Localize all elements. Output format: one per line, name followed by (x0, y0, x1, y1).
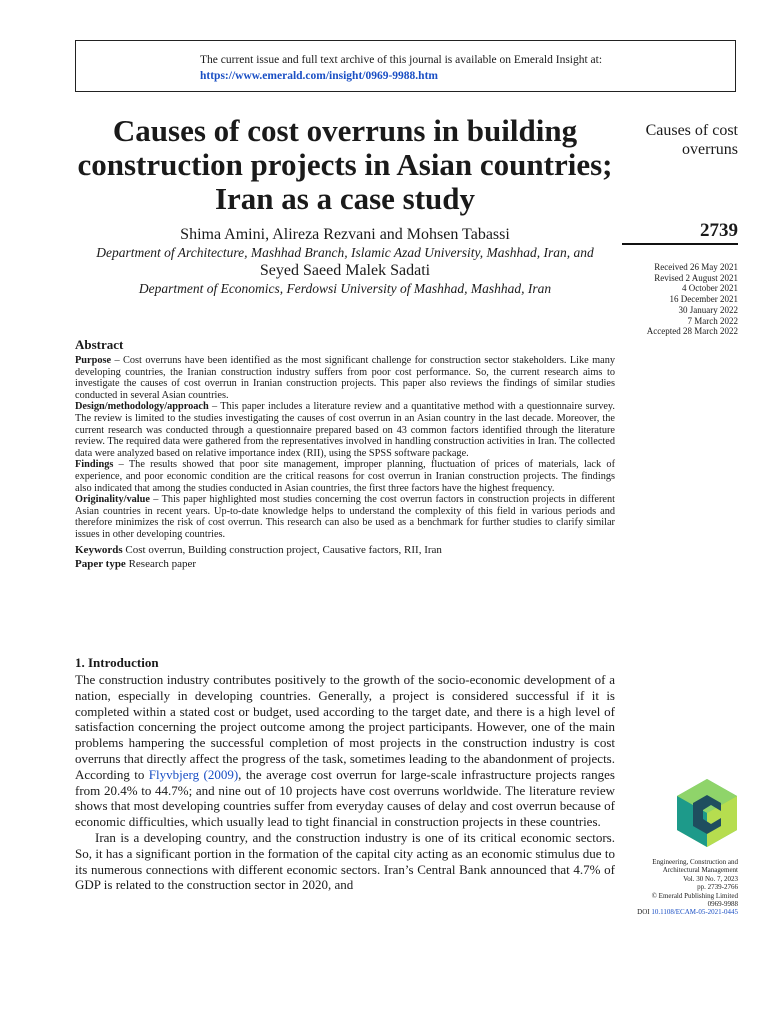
intro-p1-text: The construction industry contributes positively to the growth of the socio-economic development of a nation, especially in developing countries. Generally, a project is considered successful if it is completed within a stated cost or budget, used according to the target date, and there is a high level of satisfaction concerning the project outcome among the project participants. However, one of the main problems hampering the successful completion of most projects in the construction industry is cost overruns that directly affect the progress of the task, sometimes leading to the abandonment of projects. According to (75, 672, 615, 782)
journal-volume: Vol. 30 No. 7, 2023 (683, 874, 738, 883)
authors-group-1: Shima Amini, Alireza Rezvani and Mohsen Tabassi (180, 226, 510, 243)
date-revised: 7 March 2022 (687, 315, 738, 326)
intro-paragraph-2: Iran is a developing country, and the construction industry is one of its critical economic sectors. So, it has a significant portion in the formation of the capital city acting as an economic stimulus due to its numerous connections with different economic sectors. Iran’s Central Bank announced that 4.7% of GDP is related to the construction sector in 2020, and (75, 829, 615, 893)
abstract-heading: Abstract (75, 337, 124, 352)
running-head: Causes of cost overruns (645, 122, 738, 158)
keywords-label: Keywords (75, 543, 123, 556)
design-text: – This paper includes a literature review and a quantitative method with a questionnaire survey. The review is limited to the studies investigating the causes of cost overrun in an Asian country in the last decade. Moreover, the current research was conducted through a questionnaire prepared based on 43 common factors identified through the literature review. The required data were gathered from the representatives involved in handling construction activities in Iran. The collected data were analyzed based on relative importance index (RII), using the SPSS software package. (75, 401, 615, 459)
author-block (75, 225, 615, 297)
journal-issn: 0969-9988 (707, 900, 738, 909)
journal-name: Engineering, Construction and (652, 858, 738, 866)
date-revised: 4 October 2021 (682, 283, 738, 294)
purpose-label: Purpose (75, 355, 112, 366)
keywords (75, 543, 615, 557)
paper-type (75, 557, 615, 571)
design-label: Design/methodology/approach (75, 401, 209, 413)
findings-text: – The results showed that poor site management, improper planning, fluctuation of prices of materials, lack of experience, and poor economic condition are the critical reasons for cost overrun in Iranian construction projects. The findings also indicated that among the studies conducted in Asian countries, the first three factors have the highest frequency. (75, 459, 615, 494)
date-revised: 16 December 2021 (669, 294, 738, 305)
journal-url-link[interactable]: https://www.emerald.com/insight/0969-9988.htm (200, 70, 438, 82)
doi-label: DOI (637, 908, 652, 917)
keywords-text: Cost overrun, Building construction project, Causative factors, RII, Iran (122, 543, 442, 556)
findings-label: Findings (75, 459, 114, 471)
journal-publisher: © Emerald Publishing Limited (651, 891, 738, 900)
date-revised: Revised 2 August 2021 (654, 272, 738, 283)
journal-notice (200, 52, 602, 84)
abstract (75, 337, 615, 571)
citation-link-flyvbjerg[interactable]: Flyvbjerg (2009) (148, 766, 239, 782)
purpose-text: – Cost overruns have been identified as the most significant challenge for construction sector stakeholders. Like many developing countries, the Iranian construction industry suffers from poor cost performance. So, the current research aims to investigate the causes of cost overrun in Iranian construction projects. This paper also reviews the findings of similar studies conducted in several Asian countries. (75, 355, 615, 401)
authors-group-2: Seyed Saeed Malek Sadati (259, 262, 431, 279)
doi-line (608, 908, 738, 916)
paper-type-text: Research paper (125, 557, 197, 570)
intro-p1-text-cont: , the average cost overrun for large-scale infrastructure projects ranges from 20.4% to 44.7%; and nine out of 10 projects have cost overruns worldwide. The literature review shows that most developing countries suffer from everyday causes of delay and cost overrun because of economic difficulties, which usually lead to tight financial in construction projects in these countries. (75, 766, 615, 830)
page-number: 2739 (700, 220, 738, 241)
received-dates (598, 262, 738, 337)
date-accepted: Accepted 28 March 2022 (646, 326, 738, 337)
introduction-heading: 1. Introduction (75, 655, 159, 670)
intro-paragraph-1 (75, 672, 615, 830)
originality-text: – This paper highlighted most studies concerning the cost overrun factors in construction projects in different Asian countries in recent years. Up-to-date knowledge helps to understand the complexity of this field in various periods and therefore minimizes the risk of cost overrun. This research can also be used as a benchmark for further studies to clarify similar issues in other developing countries. (75, 494, 615, 540)
article-title: Causes of cost overruns in building construction projects in Asian countries; Iran as a case study (77, 113, 613, 216)
affiliation-1: Department of Architecture, Mashhad Branch, Islamic Azad University, Mashhad, Iran, and (96, 245, 594, 260)
journal-pages: pp. 2739-2766 (697, 883, 738, 892)
date-received: Received 26 May 2021 (654, 262, 738, 272)
originality-label: Originality/value (75, 494, 150, 506)
abstract-findings (75, 459, 615, 494)
margin-rule (622, 243, 738, 245)
doi-link[interactable]: 10.1108/ECAM-05-2021-0445 (651, 908, 738, 917)
paper-type-label: Paper type (75, 557, 126, 570)
affiliation-2: Department of Economics, Ferdowsi University of Mashhad, Mashhad, Iran (138, 281, 552, 296)
abstract-purpose (75, 355, 615, 401)
abstract-design (75, 401, 615, 459)
journal-name: Architectural Management (662, 866, 738, 875)
emerald-publishing-logo (675, 777, 739, 849)
notice-text: The current issue and full text archive of this journal is available on Emerald Insight at: (200, 54, 603, 66)
journal-info (608, 858, 738, 917)
abstract-originality (75, 494, 615, 540)
date-revised: 30 January 2022 (678, 304, 738, 315)
journal-notice-box (75, 40, 736, 92)
introduction-section (75, 655, 615, 893)
